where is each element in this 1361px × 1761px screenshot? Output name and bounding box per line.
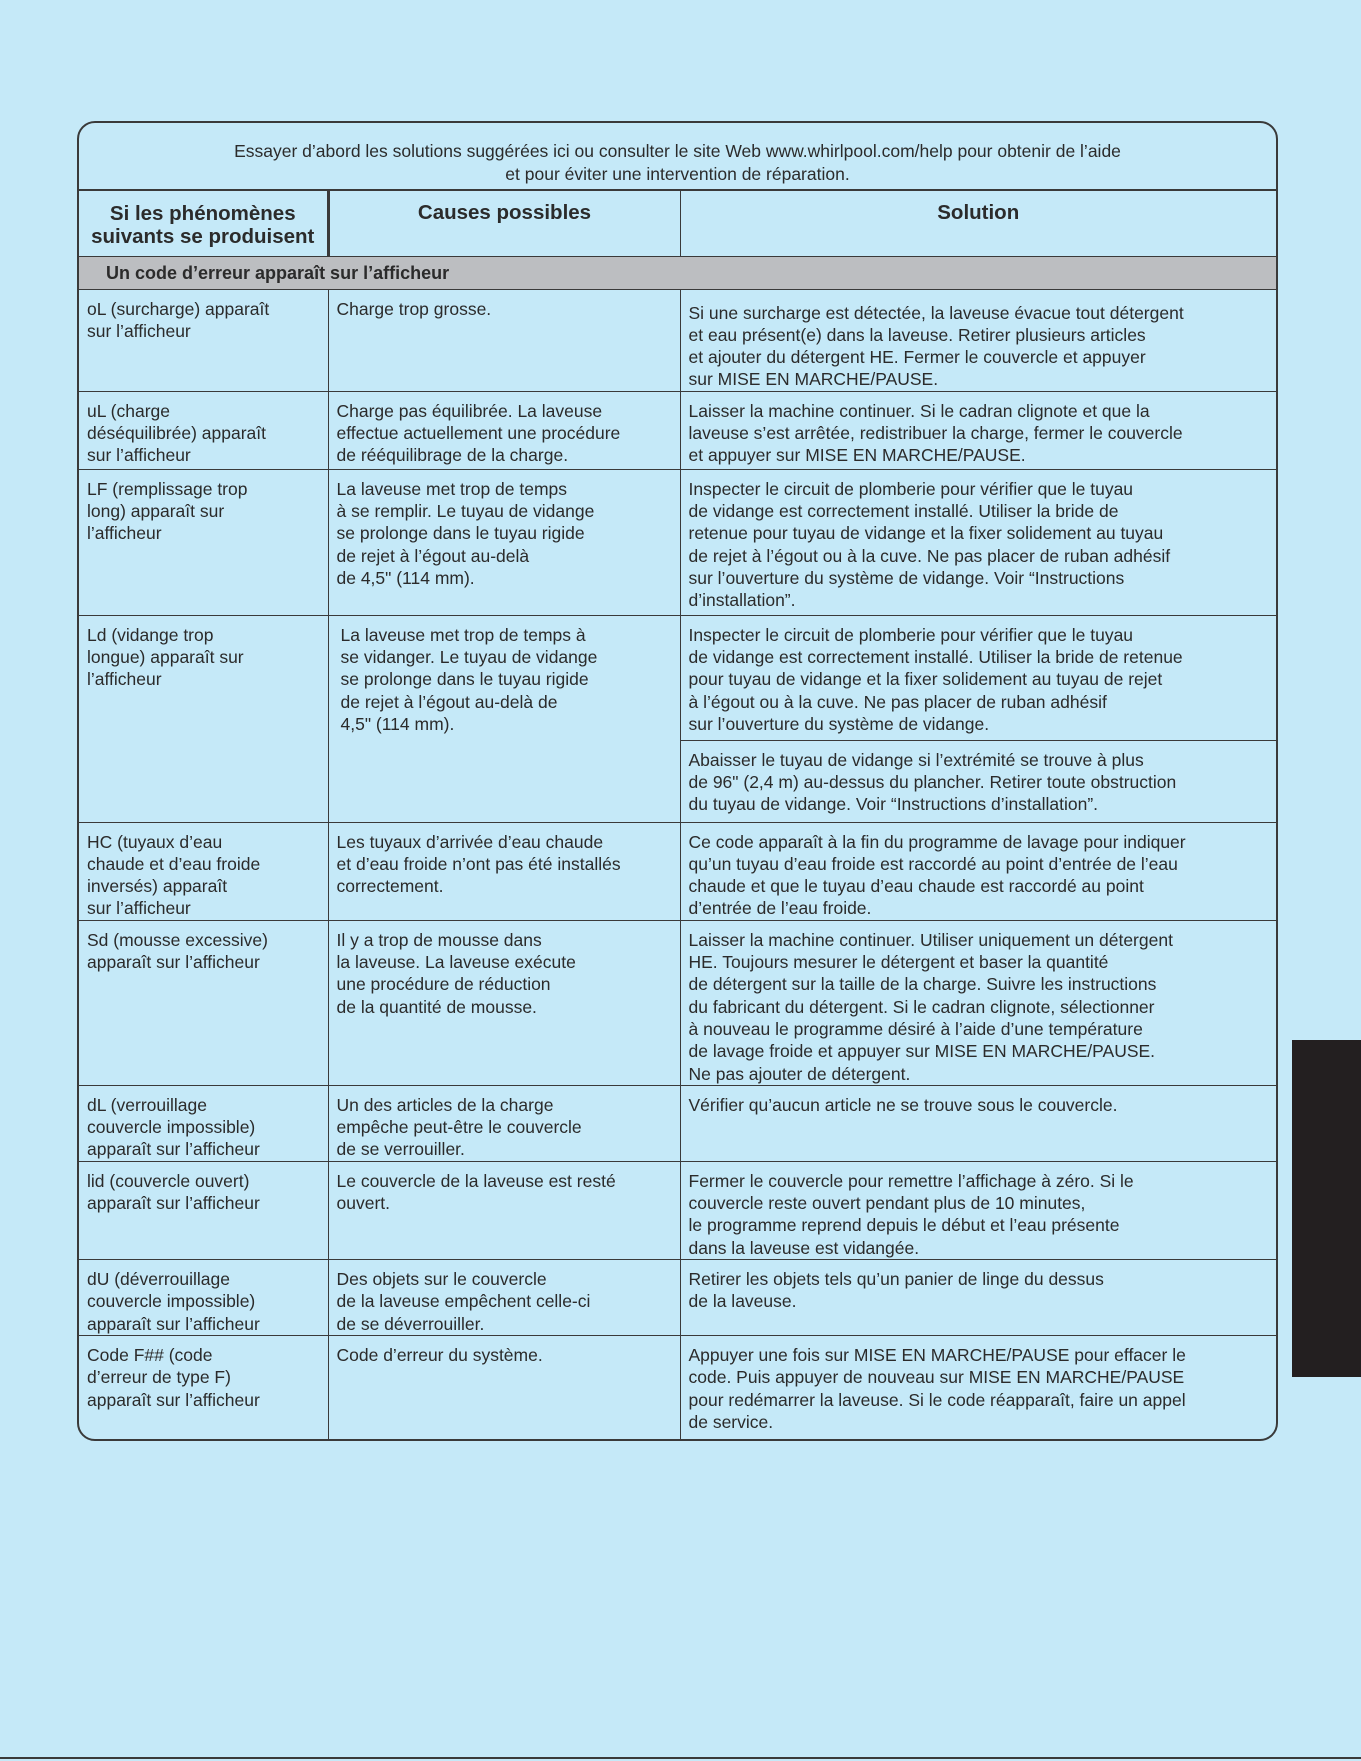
solution-cell: Inspecter le circuit de plomberie pour vérifier que le tuyau de vidange est correctement installé. Utiliser la bride de retenue pour tuyau de vidange et la fixer solidement au tuyau de rejet à l’égout ou à la cuve. Ne pas placer de ruban adhésif sur l’ouverture du système de vidange. Voir “Instructions d’installation”. (680, 469, 1276, 615)
symptom-cell: dU (déverrouillage couvercle impossible) apparaît sur l’afficheur (79, 1260, 328, 1336)
side-tab-marker (1292, 1040, 1361, 1377)
table-row (79, 822, 1276, 920)
table-row (79, 1260, 1276, 1336)
troubleshooting-table (79, 191, 1276, 1440)
symptom-cell: Sd (mousse excessive) apparaît sur l’afficheur (79, 920, 328, 1085)
header-causes: Causes possibles (328, 191, 680, 256)
table-row (79, 1336, 1276, 1440)
solution-cell: Ce code apparaît à la fin du programme de lavage pour indiquer qu’un tuyau d’eau froide est raccordé au point d’entrée de l’eau chaude et que le tuyau d’eau chaude est raccordé au point d’entrée de l’eau froide. (680, 822, 1276, 920)
symptom-cell: LF (remplissage trop long) apparaît sur l’afficheur (79, 469, 328, 615)
symptom-cell: oL (surcharge) apparaît sur l’afficheur (79, 289, 328, 391)
cause-cell: La laveuse met trop de temps à se vidanger. Le tuyau de vidange se prolonge dans le tuyau rigide de rejet à l’égout au-delà de 4,5" (114 mm). (328, 615, 680, 822)
header-row (79, 191, 1276, 256)
header-symptoms: Si les phénomènes suivants se produisent (79, 191, 328, 256)
solution-cell: Si une surcharge est détectée, la laveuse évacue tout détergent et eau présent(e) dans la laveuse. Retirer plusieurs articles et ajouter du détergent HE. Fermer le couvercle et appuyer sur MISE EN MARCHE/PAUSE. (680, 289, 1276, 391)
table-row (79, 920, 1276, 1085)
cause-cell: Des objets sur le couvercle de la laveuse empêchent celle-ci de se déverrouiller. (328, 1260, 680, 1336)
troubleshooting-table-frame (77, 121, 1278, 1441)
cause-cell: Code d’erreur du système. (328, 1336, 680, 1440)
table-row (79, 289, 1276, 391)
solution-cell: Fermer le couvercle pour remettre l’affichage à zéro. Si le couvercle reste ouvert pendant plus de 10 minutes, le programme reprend depuis le début et l’eau présente dans la laveuse est vidangée. (680, 1161, 1276, 1259)
table-row (79, 1161, 1276, 1259)
page-bottom-rule (0, 1757, 1361, 1759)
intro-line-2: et pour éviter une intervention de réparation. (505, 164, 850, 184)
cause-cell: Le couvercle de la laveuse est resté ouvert. (328, 1161, 680, 1259)
symptom-cell: HC (tuyaux d’eau chaude et d’eau froide inversés) apparaît sur l’afficheur (79, 822, 328, 920)
symptom-cell: lid (couvercle ouvert) apparaît sur l’afficheur (79, 1161, 328, 1259)
solution-cell: Appuyer une fois sur MISE EN MARCHE/PAUSE pour effacer le code. Puis appuyer de nouveau sur MISE EN MARCHE/PAUSE pour redémarrer la laveuse. Si le code réapparaît, faire un appel de service. (680, 1336, 1276, 1440)
solution-cell: Laisser la machine continuer. Si le cadran clignote et que la laveuse s’est arrêtée, redistribuer la charge, fermer le couvercle et appuyer sur MISE EN MARCHE/PAUSE. (680, 391, 1276, 469)
table-row (79, 615, 1276, 822)
solution-cell: Laisser la machine continuer. Utiliser uniquement un détergent HE. Toujours mesurer le détergent et baser la quantité de détergent sur la taille de la charge. Suivre les instructions du fabricant du détergent. Si le cadran clignote, sélectionner à nouveau le programme désiré à l’aide d’une température de lavage froide et appuyer sur MISE EN MARCHE/PAUSE. Ne pas ajouter de détergent. (680, 920, 1276, 1085)
symptom-cell: Ld (vidange trop longue) apparaît sur l’afficheur (79, 615, 328, 822)
symptom-cell: uL (charge déséquilibrée) apparaît sur l’afficheur (79, 391, 328, 469)
cause-cell: Un des articles de la charge empêche peut-être le couvercle de se verrouiller. (328, 1085, 680, 1161)
solution-part-1: Inspecter le circuit de plomberie pour vérifier que le tuyau de vidange est correctement installé. Utiliser la bride de retenue pour tuyau de vidange et la fixer solidement au tuyau de rejet à l’égout ou à la cuve. Ne pas placer de ruban adhésif sur l’ouverture du système de vidange. (688, 624, 1183, 734)
header-solution: Solution (680, 191, 1276, 256)
solution-cell (680, 615, 1276, 822)
section-row (79, 256, 1276, 289)
table-row (79, 391, 1276, 469)
solution-cell: Retirer les objets tels qu’un panier de linge du dessus de la laveuse. (680, 1260, 1276, 1336)
solution-part-2: Abaisser le tuyau de vidange si l’extrémité se trouve à plus de 96" (2,4 m) au-dessus du plancher. Retirer toute obstruction du tuyau de vidange. Voir “Instructions d’installation”. (681, 740, 1277, 822)
solution-cell: Vérifier qu’aucun article ne se trouve sous le couvercle. (680, 1085, 1276, 1161)
cause-cell: Charge trop grosse. (328, 289, 680, 391)
intro-note (79, 123, 1276, 191)
cause-cell: Il y a trop de mousse dans la laveuse. La laveuse exécute une procédure de réduction de la quantité de mousse. (328, 920, 680, 1085)
section-title: Un code d’erreur apparaît sur l’afficheur (79, 256, 1276, 289)
table-row (79, 469, 1276, 615)
table-row (79, 1085, 1276, 1161)
cause-cell: La laveuse met trop de temps à se remplir. Le tuyau de vidange se prolonge dans le tuyau rigide de rejet à l’égout au-delà de 4,5" (114 mm). (328, 469, 680, 615)
cause-cell: Les tuyaux d’arrivée d’eau chaude et d’eau froide n’ont pas été installés correctement. (328, 822, 680, 920)
cause-cell: Charge pas équilibrée. La laveuse effectue actuellement une procédure de rééquilibrage de la charge. (328, 391, 680, 469)
symptom-cell: Code F## (code d’erreur de type F) apparaît sur l’afficheur (79, 1336, 328, 1440)
intro-line-1: Essayer d’abord les solutions suggérées ici ou consulter le site Web www.whirlpool.com/help pour obtenir de l’aide (234, 141, 1121, 161)
symptom-cell: dL (verrouillage couvercle impossible) apparaît sur l’afficheur (79, 1085, 328, 1161)
